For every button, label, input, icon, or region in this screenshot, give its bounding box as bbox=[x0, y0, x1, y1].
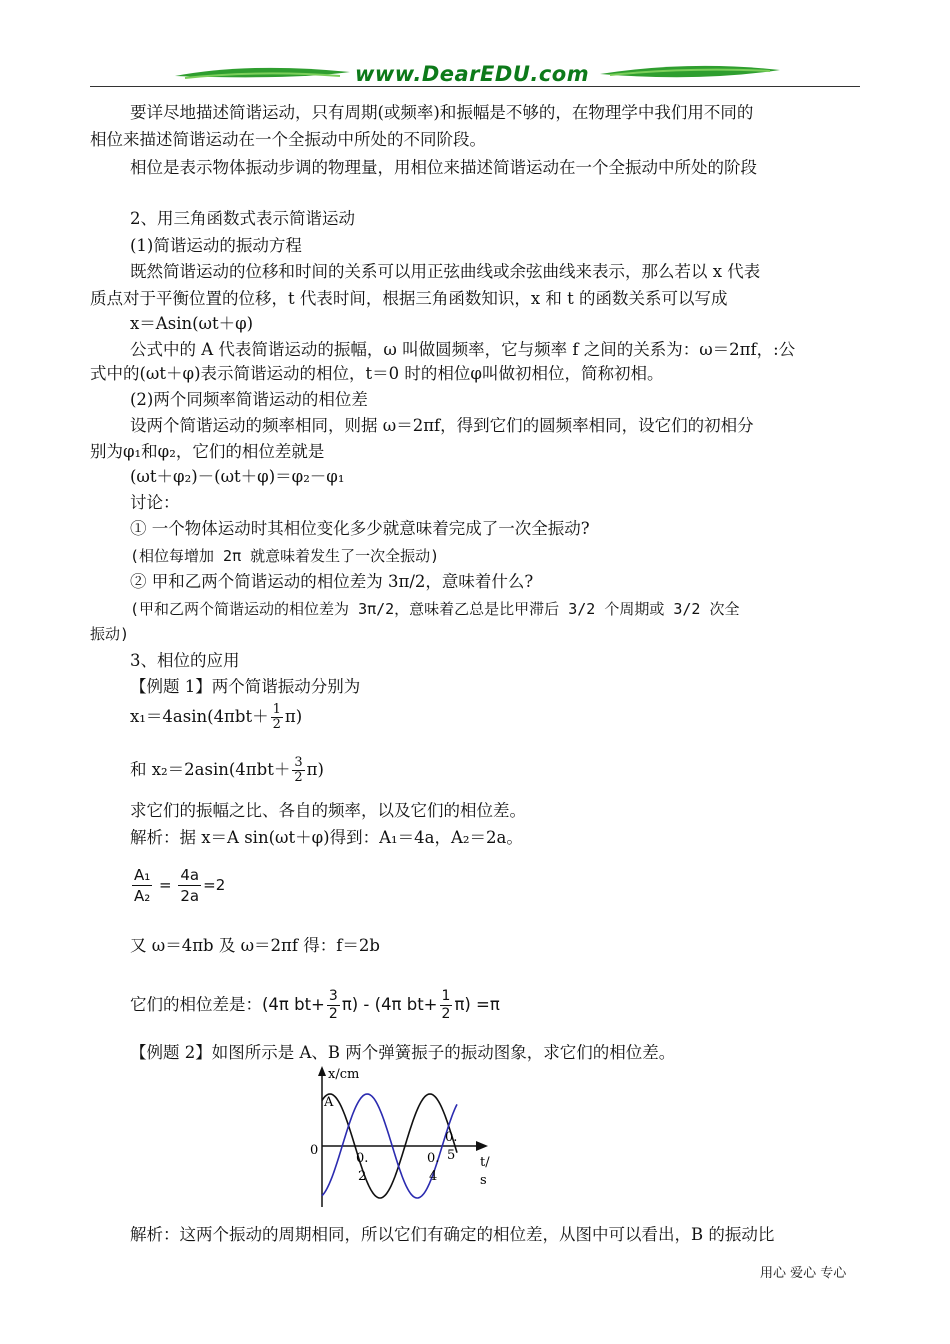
fraction: $\frac{1}{2}$ bbox=[272, 702, 281, 732]
fraction: $\frac{3}{2}$ bbox=[328, 988, 338, 1022]
text-line: 设两个简谐运动的频率相同，则据 ω＝2πf，得到它们的圆频率相同，设它们的初相分 bbox=[130, 416, 754, 435]
fraction: $\frac{4a}{2a}$ bbox=[180, 866, 200, 905]
x-axis-label: s bbox=[480, 1173, 487, 1188]
text-line: 要详尽地描述简谐运动，只有周期(或频率)和振幅是不够的，在物理学中我们用不同的 bbox=[130, 103, 754, 122]
text-line: 质点对于平衡位置的位移，t 代表时间，根据三角函数知识，x 和 t 的函数关系可以写成 bbox=[90, 289, 728, 308]
equation: (ωt＋φ₂)－(ωt＋φ)＝φ₂－φ₁ bbox=[130, 467, 345, 486]
answer: (相位每增加 2π 就意味着发生了一次全振动) bbox=[130, 547, 440, 565]
amplitude-label: A bbox=[324, 1095, 334, 1110]
ratio-equation: $\frac{\text{A₁}}{\text{A₂}}$ = $\frac{4a}{2a}$ =2 bbox=[134, 866, 226, 905]
site-logo-text: www.DearEDU.com bbox=[355, 62, 590, 86]
text-line: 既然简谐运动的位移和时间的关系可以用正弦曲线或余弦曲线来表示，那么若以 x 代表 bbox=[130, 262, 761, 281]
section-heading: 2、用三角函数式表示简谐运动 bbox=[130, 209, 355, 228]
text-line: 相位是表示物体振动步调的物理量，用相位来描述简谐运动在一个全振动中所处的阶段 bbox=[130, 158, 757, 177]
example-title: 【例题 2】如图所示是 A、B 两个弹簧振子的振动图象，求它们的相位差。 bbox=[130, 1043, 676, 1062]
fraction: $\frac{\text{A₁}}{\text{A₂}}$ bbox=[134, 866, 151, 905]
tick-label: 0. bbox=[356, 1151, 369, 1166]
text-line: 相位来描述简谐运动在一个全振动中所处的不同阶段。 bbox=[90, 130, 486, 149]
question: ② 甲和乙两个简谐运动的相位差为 3π/2，意味着什么? bbox=[130, 572, 534, 591]
x-axis-label: t/ bbox=[480, 1155, 490, 1170]
text-line: 式中的(ωt＋φ)表示简谐运动的相位，t＝0 时的相位φ叫做初相位，简称初相。 bbox=[90, 364, 664, 383]
text-line: 别为φ₁和φ₂，它们的相位差就是 bbox=[90, 442, 325, 461]
vibration-graph bbox=[300, 1062, 510, 1212]
answer: 振动) bbox=[90, 625, 130, 643]
equation: x＝Asin(ωt＋φ) bbox=[130, 314, 254, 333]
text-line: 公式中的 A 代表简谐运动的振幅，ω 叫做圆频率，它与频率 f 之间的关系为：ω＝2πf，:公 bbox=[130, 340, 796, 359]
tick-label: 5 bbox=[447, 1148, 456, 1163]
phase-difference-equation: 它们的相位差是：(4π bt+ $\frac{3}{2}$ π) - (4π bt+ $\frac{1}{2}$ π) =π bbox=[130, 988, 500, 1022]
solution-line: 解析：据 x＝A sin(ωt＋φ)得到：A₁＝4a，A₂＝2a。 bbox=[130, 828, 523, 847]
fraction: $\frac{1}{2}$ bbox=[441, 988, 451, 1022]
section-heading: 3、相位的应用 bbox=[130, 651, 240, 670]
answer: (甲和乙两个简谐运动的相位差为 3π/2，意味着乙总是比甲滞后 3/2 个周期或 3/2 次全 bbox=[130, 600, 740, 618]
question: ① 一个物体运动时其相位变化多少就意味着完成了一次全振动? bbox=[130, 519, 590, 538]
y-axis-label: x/cm bbox=[328, 1067, 360, 1082]
tick-label: 0. bbox=[445, 1130, 458, 1145]
example-title: 【例题 1】两个简谐振动分别为 bbox=[130, 677, 361, 696]
subsection-heading: (1)简谐运动的振动方程 bbox=[130, 236, 302, 255]
solution-line: 解析：这两个振动的周期相同，所以它们有确定的相位差，从图中可以看出，B 的振动比 bbox=[130, 1225, 775, 1244]
tick-label: 0. bbox=[427, 1151, 440, 1166]
header-rule bbox=[90, 86, 860, 87]
y-axis-arrow-icon bbox=[318, 1066, 326, 1076]
tick-label: 2 bbox=[358, 1169, 367, 1184]
text-line: 求它们的振幅之比、各自的频率，以及它们的相位差。 bbox=[130, 801, 526, 820]
text-line: 又 ω＝4πb 及 ω＝2πf 得：f＝2b bbox=[130, 936, 380, 955]
fraction: $\frac{3}{2}$ bbox=[294, 755, 303, 785]
discussion-label: 讨论： bbox=[130, 493, 180, 512]
subsection-heading: (2)两个同频率简谐运动的相位差 bbox=[130, 390, 368, 409]
origin-label: 0 bbox=[310, 1143, 319, 1158]
equation-x2: 和 x₂＝2asin(4πbt＋ $\frac{3}{2}$ π) bbox=[130, 755, 324, 785]
x-axis-arrow-icon bbox=[476, 1141, 488, 1151]
tick-label: 4 bbox=[429, 1169, 438, 1184]
equation-x1: x₁＝4asin(4πbt＋ $\frac{1}{2}$ π) bbox=[130, 702, 303, 732]
footer-slogan: 用心 爱心 专心 bbox=[760, 1266, 847, 1281]
